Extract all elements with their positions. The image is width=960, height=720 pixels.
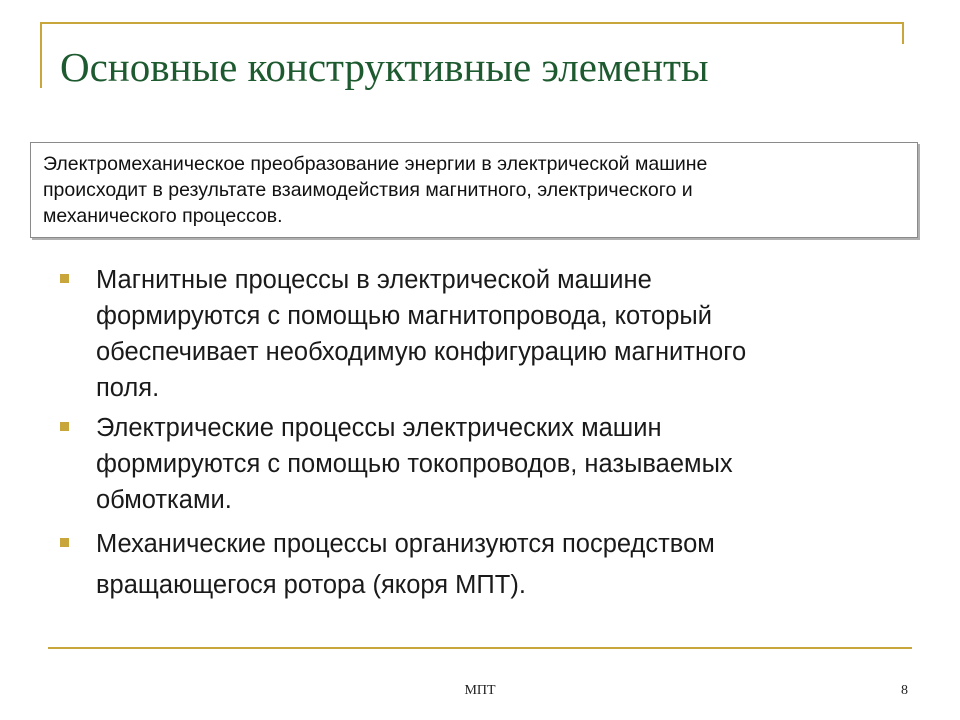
bullet-line: Электрические процессы электрических машин: [96, 414, 662, 442]
bullet-line: обмотками.: [96, 486, 232, 514]
bullet-line: Магнитные процессы в электрической машине: [96, 266, 652, 294]
callout-box: [30, 142, 918, 238]
bullet-line: вращающегося ротора (якоря МПТ).: [96, 571, 526, 599]
bullet-line: поля.: [96, 374, 160, 402]
callout-line: происходит в результате взаимодействия магнитного, электрического и: [43, 179, 693, 201]
frame-left-line: [40, 22, 42, 88]
bullet-item-mechanical: [58, 526, 888, 603]
bullet-line: Механические процессы организуются посредством: [96, 530, 715, 558]
square-bullet-icon: [60, 422, 69, 431]
bullet-line: формируются с помощью токопроводов, называемых: [96, 450, 733, 478]
bullet-item-electric: [58, 410, 888, 518]
bullet-line: обеспечивает необходимую конфигурацию магнитного: [96, 338, 747, 366]
slide-title: Основные конструктивные элементы: [60, 44, 709, 90]
bullet-line: формируются с помощью магнитопровода, который: [96, 302, 712, 330]
frame-right-line: [902, 22, 904, 44]
footer-label: МПТ: [464, 683, 496, 698]
square-bullet-icon: [60, 274, 69, 283]
callout-line: Электромеханическое преобразование энергии в электрической машине: [43, 153, 708, 175]
bullet-list: [58, 262, 888, 603]
bullet-item-magnetic: [58, 262, 888, 406]
callout-line: механического процессов.: [43, 205, 283, 227]
square-bullet-icon: [60, 538, 69, 547]
page-number: 8: [901, 683, 908, 698]
frame-top-line: [40, 22, 904, 24]
footer-divider: [48, 647, 912, 649]
